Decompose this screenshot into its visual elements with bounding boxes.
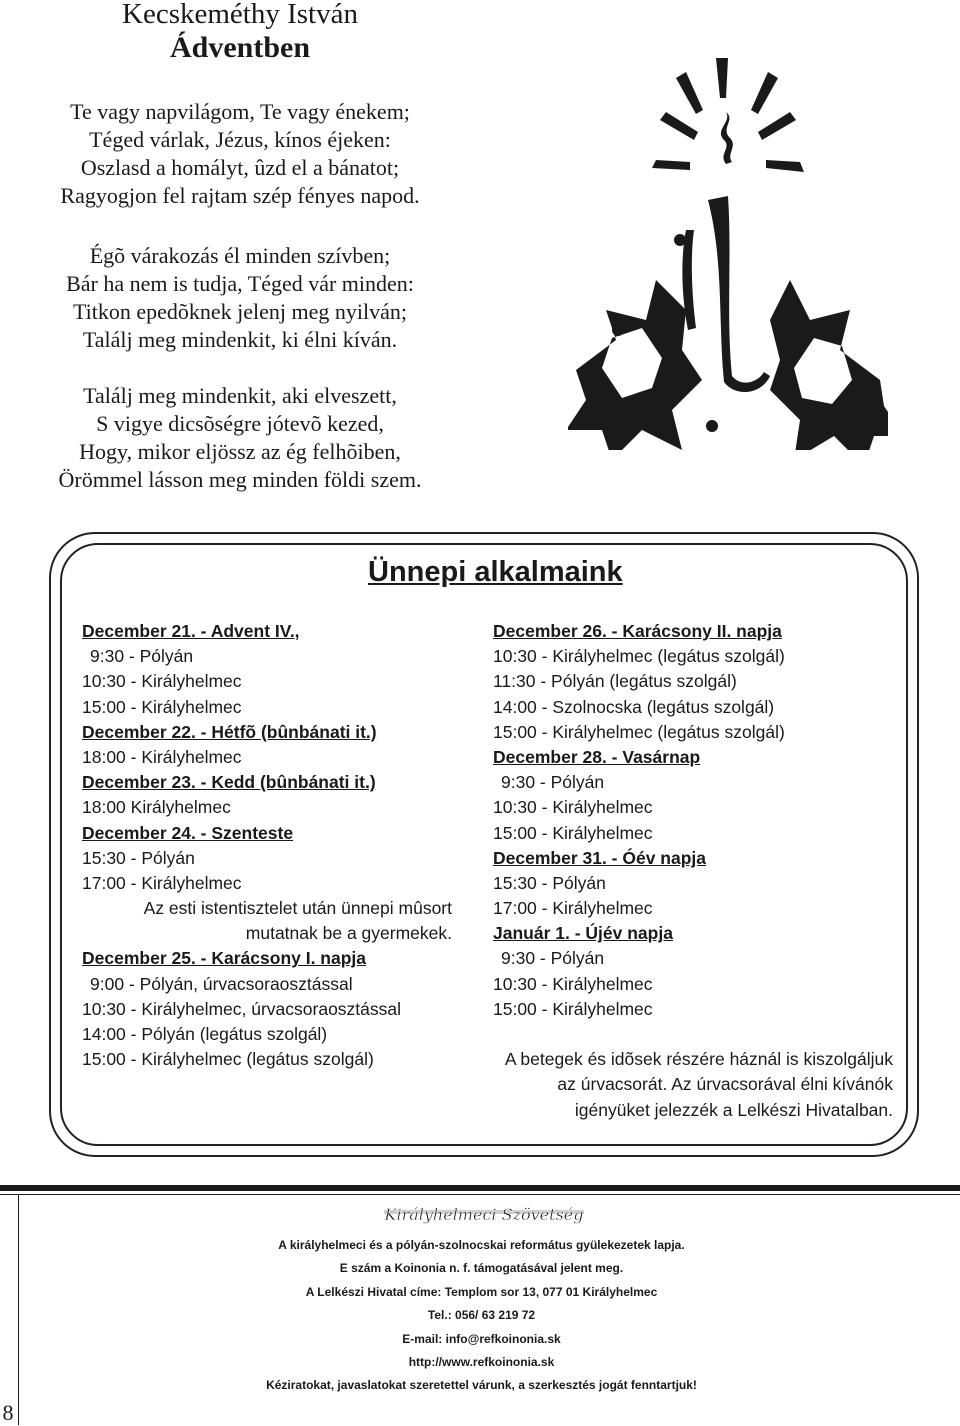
closing-note-line: igényüket jelezzék a Lelkészi Hivatalban. bbox=[574, 1099, 893, 1120]
footer-line: Kéziratokat, javaslatokat szeretettel várunk, a szerkesztés jogát fenntartjuk! bbox=[266, 1378, 697, 1393]
schedule-day-heading: December 25. - Karácsony I. napja bbox=[82, 948, 367, 969]
schedule-item: 15:00 - Királyhelmec (legátus szolgál) bbox=[493, 721, 785, 742]
schedule-item: 10:30 - Királyhelmec bbox=[493, 973, 653, 994]
footer-line: A királyhelmeci és a pólyán-szolnocskai református gyülekezetek lapja. bbox=[278, 1238, 685, 1252]
schedule-note: mutatnak be a gyermekek. bbox=[245, 923, 452, 944]
poem-line: Hogy, mikor eljössz az ég felhõiben, bbox=[79, 439, 401, 464]
poem-line: Téged várlak, Jézus, kínos éjeken: bbox=[89, 127, 391, 152]
footer-line: E szám a Koinonia n. f. támogatásával jelent meg. bbox=[339, 1261, 624, 1276]
schedule-item: 9:30 - Pólyán bbox=[90, 646, 194, 667]
schedule-item: 10:30 - Királyhelmec bbox=[82, 671, 242, 692]
schedule-item: 15:00 - Királyhelmec bbox=[493, 998, 653, 1019]
schedule-item: 14:00 - Szolnocska (legátus szolgál) bbox=[493, 696, 775, 717]
poem-line: Találj meg mindenkit, ki élni kíván. bbox=[82, 327, 398, 352]
schedule-item: 11:30 - Pólyán (legátus szolgál) bbox=[493, 671, 737, 692]
footer-line: http://www.refkoinonia.sk bbox=[408, 1354, 555, 1369]
schedule-item: 15:00 - Királyhelmec (legátus szolgál) bbox=[82, 1049, 374, 1070]
schedule-day-heading: December 26. - Karácsony II. napja bbox=[493, 621, 782, 641]
schedule-item: 9:30 - Pólyán bbox=[501, 948, 605, 969]
schedule-day-heading: Január 1. - Újév napja bbox=[493, 923, 673, 944]
candle-with-holly-icon bbox=[568, 50, 888, 450]
poem-line: Ragyogjon fel rajtam szép fényes napod. bbox=[60, 183, 420, 208]
poem-line: Örömmel lásson meg minden földi szem. bbox=[58, 467, 422, 492]
footer-line: E-mail: info@refkoinonia.sk bbox=[402, 1331, 561, 1346]
schedule-item: 15:00 - Királyhelmec bbox=[493, 822, 653, 843]
logo-text: Királyhelmeci Szövetség bbox=[384, 1205, 584, 1224]
schedule-left-column bbox=[82, 619, 482, 1072]
schedule-item: 10:30 - Királyhelmec bbox=[493, 797, 653, 818]
closing-note-line: A betegek és idõsek részére háznál is kiszolgáljuk bbox=[504, 1049, 893, 1070]
poem-stanza-1 bbox=[0, 98, 480, 210]
poem-author: Kecskeméthy István bbox=[122, 0, 358, 30]
schedule-day-heading: December 23. - Kedd (bûnbánati it.) bbox=[82, 772, 376, 793]
newsletter-logo bbox=[384, 1200, 584, 1232]
schedule-day-heading: December 31. - Óév napja bbox=[493, 847, 707, 868]
poem-line: Titkon epedõknek jelenj meg nyilván; bbox=[72, 299, 408, 324]
poem-header bbox=[0, 0, 480, 68]
schedule-day-heading: December 22. - Hétfõ (bûnbánati it.) bbox=[82, 721, 377, 742]
footer-rule bbox=[0, 1185, 960, 1191]
footer-info bbox=[219, 1234, 744, 1398]
schedule-item: 9:00 - Pólyán, úrvacsoraosztással bbox=[90, 973, 353, 994]
footer-rule-thin bbox=[0, 1194, 960, 1195]
schedule-item: 10:30 - Királyhelmec, úrvacsoraosztással bbox=[82, 998, 402, 1019]
spacer bbox=[493, 1022, 903, 1047]
page-number: 8 bbox=[2, 1400, 14, 1425]
schedule-day-heading: December 24. - Szenteste bbox=[82, 822, 294, 843]
schedule-title: Ünnepi alkalmaink bbox=[368, 556, 623, 588]
schedule-right-column bbox=[493, 619, 903, 1123]
poem-line: Oszlasd a homályt, ûzd el a bánatot; bbox=[80, 155, 400, 180]
schedule-day-heading: December 21. - Advent IV., bbox=[82, 621, 300, 641]
schedule-item: 10:30 - Királyhelmec (legátus szolgál) bbox=[493, 646, 785, 667]
poem-title: Ádventben bbox=[169, 31, 311, 64]
schedule-item: 18:00 Királyhelmec bbox=[82, 797, 231, 818]
schedule-item: 15:30 - Pólyán bbox=[82, 847, 195, 868]
closing-note-line: az úrvacsorát. Az úrvacsorával élni kívánók bbox=[557, 1074, 893, 1095]
schedule-note: Az esti istentisztelet után ünnepi mûsort bbox=[143, 898, 452, 919]
schedule-item: 14:00 - Pólyán (legátus szolgál) bbox=[82, 1024, 328, 1044]
poem-line: Égõ várakozás él minden szívben; bbox=[89, 243, 391, 268]
poem-stanza-3 bbox=[0, 382, 480, 494]
poem-line: Találj meg mindenkit, aki elveszett, bbox=[83, 383, 397, 408]
poem-line: S vigye dicsõségre jótevõ kezed, bbox=[96, 411, 384, 436]
footer-line: A Lelkészi Hivatal címe: Templom sor 13, 077 01 Királyhelmec bbox=[305, 1284, 658, 1299]
schedule-item: 17:00 - Királyhelmec bbox=[82, 872, 242, 893]
schedule-item: 17:00 - Királyhelmec bbox=[493, 898, 653, 919]
poem-line: Te vagy napvilágom, Te vagy énekem; bbox=[70, 99, 410, 124]
schedule-item: 18:00 - Királyhelmec bbox=[82, 746, 242, 767]
schedule-day-heading: December 28. - Vasárnap bbox=[493, 746, 701, 767]
schedule-item: 15:30 - Pólyán bbox=[493, 872, 606, 893]
poem-line: Bár ha nem is tudja, Téged vár minden: bbox=[66, 271, 414, 296]
schedule-item: 9:30 - Pólyán bbox=[501, 772, 605, 793]
margin-rule bbox=[18, 1195, 19, 1425]
poem-stanza-2 bbox=[0, 242, 480, 354]
schedule-item: 15:00 - Királyhelmec bbox=[82, 696, 242, 717]
footer-line: Tel.: 056/ 63 219 72 bbox=[427, 1308, 536, 1323]
